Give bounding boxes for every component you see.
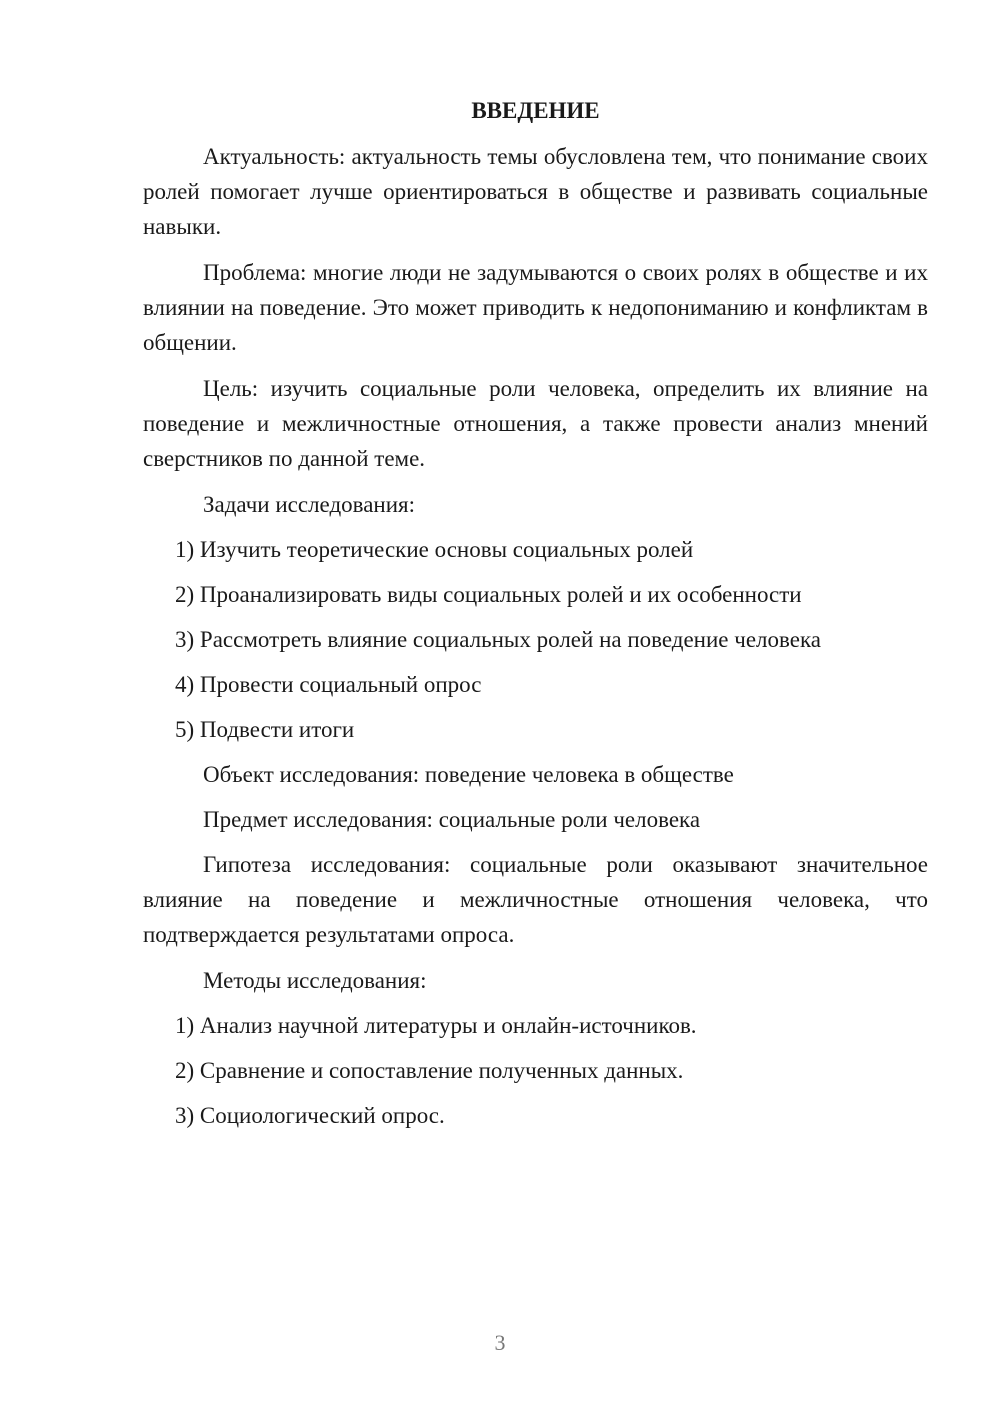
section-title: ВВЕДЕНИЕ [471, 98, 600, 123]
page-number: 3 [494, 1330, 506, 1355]
relevance-paragraph: Актуальность: актуальность темы обусловлена тем, что понимание своих ролей помогает лучше ориентироваться в обществе и развивать социальные навыки. [143, 144, 928, 239]
problem-paragraph: Проблема: многие люди не задумываются о своих ролях в обществе и их влиянии на поведение. Это может приводить к недопониманию и конфликтам в общении. [143, 260, 928, 355]
tasks-list [143, 532, 928, 747]
list-item: 4) Провести социальный опрос [175, 672, 482, 697]
methods-heading: Методы исследования: [203, 968, 427, 993]
tasks-heading: Задачи исследования: [203, 492, 416, 517]
list-item: 5) Подвести итоги [175, 717, 355, 742]
goal-paragraph: Цель: изучить социальные роли человека, определить их влияние на поведение и межличностные отношения, а также провести анализ мнений сверстников по данной теме. [143, 376, 928, 471]
list-item: 3) Социологический опрос. [175, 1103, 445, 1128]
list-item: 2) Сравнение и сопоставление полученных данных. [175, 1058, 684, 1083]
methods-list [143, 1008, 928, 1133]
hypothesis-paragraph: Гипотеза исследования: социальные роли оказывают значительное влияние на поведение и межличностные отношения человека, что подтверждается результатами опроса. [143, 852, 928, 947]
subject-paragraph: Предмет исследования: социальные роли человека [203, 807, 701, 832]
object-paragraph: Объект исследования: поведение человека в обществе [203, 762, 734, 787]
list-item: 3) Рассмотреть влияние социальных ролей на поведение человека [175, 627, 821, 652]
list-item: 2) Проанализировать виды социальных ролей и их особенности [175, 582, 802, 607]
list-item: 1) Анализ научной литературы и онлайн-источников. [175, 1013, 697, 1038]
list-item: 1) Изучить теоретические основы социальных ролей [175, 537, 694, 562]
document-body [143, 92, 928, 1143]
